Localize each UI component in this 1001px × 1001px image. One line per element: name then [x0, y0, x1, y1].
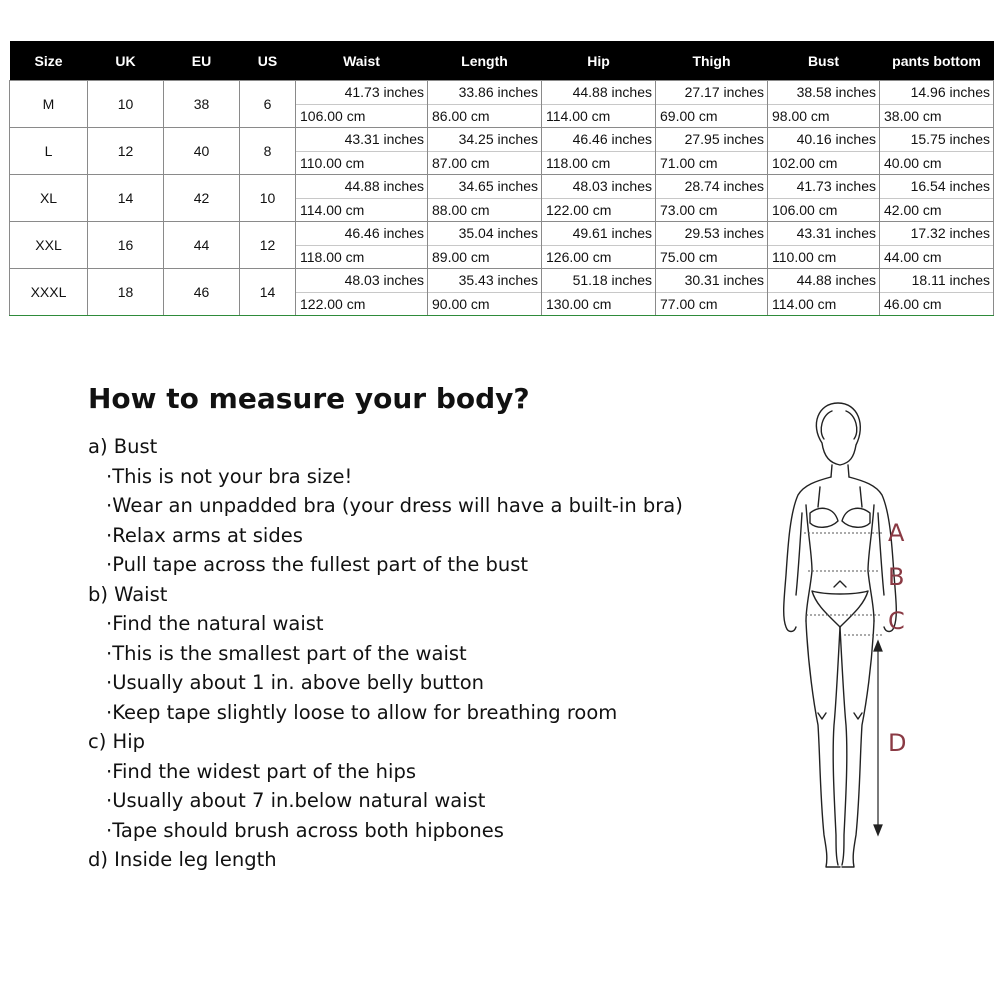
cm-value: 114.00 cm — [546, 108, 611, 124]
cm-value: 98.00 cm — [772, 108, 830, 124]
size-cell: XXL — [10, 222, 88, 269]
inches-value: 15.75 inches — [880, 128, 993, 152]
column-header-length: Length — [428, 41, 542, 81]
inches-value: 48.03 inches — [296, 269, 427, 293]
measurement-cell — [296, 128, 428, 175]
cm-value: 122.00 cm — [546, 202, 612, 218]
inches-value: 18.11 inches — [880, 269, 993, 293]
size-chart-table — [9, 41, 994, 316]
cm-value: 106.00 cm — [772, 202, 838, 218]
column-header-us: US — [240, 41, 296, 81]
cm-value: 75.00 cm — [660, 249, 718, 265]
measurement-cell — [428, 269, 542, 316]
inches-value: 35.43 inches — [428, 269, 541, 293]
cm-value: 69.00 cm — [660, 108, 718, 124]
measurement-cell — [296, 269, 428, 316]
label-d: D — [888, 729, 907, 757]
measurement-cell — [880, 128, 994, 175]
eu-cell: 42 — [164, 175, 240, 222]
measurement-labels — [888, 519, 906, 757]
measurement-cell — [880, 269, 994, 316]
inches-value: 48.03 inches — [542, 175, 655, 199]
inches-value: 38.58 inches — [768, 81, 879, 105]
guide-tip: ·Usually about 7 in.below natural waist — [106, 789, 486, 812]
measurement-cell — [428, 175, 542, 222]
guide-section-heading: b) Waist — [88, 582, 168, 606]
guide-section — [88, 845, 683, 875]
column-header-uk: UK — [88, 41, 164, 81]
guide-tip: ·Tape should brush across both hipbones — [106, 818, 504, 842]
measurement-cell — [880, 175, 994, 222]
measurement-cell — [768, 175, 880, 222]
cm-value: 114.00 cm — [300, 202, 365, 218]
guide-section — [88, 432, 683, 580]
inches-value: 41.73 inches — [296, 81, 427, 105]
uk-cell: 12 — [88, 128, 164, 175]
inches-value: 44.88 inches — [542, 81, 655, 105]
guide-tip: ·This is the smallest part of the waist — [106, 641, 467, 665]
measurement-cell — [296, 81, 428, 128]
column-header-eu: EU — [164, 41, 240, 81]
guide-section — [88, 727, 683, 845]
measurement-cell — [428, 128, 542, 175]
measurement-guide-list — [88, 432, 683, 875]
guide-tip: ·Wear an unpadded bra (your dress will have a built-in bra) — [106, 494, 683, 517]
inches-value: 51.18 inches — [542, 269, 655, 293]
guide-tip: ·This is not your bra size! — [106, 464, 353, 488]
cm-value: 71.00 cm — [660, 155, 718, 171]
guide-tip: ·Usually about 1 in. above belly button — [106, 671, 485, 694]
cm-value: 90.00 cm — [432, 296, 490, 312]
cm-value: 110.00 cm — [772, 249, 837, 265]
guide-section-heading: d) Inside leg length — [88, 848, 277, 871]
uk-cell: 10 — [88, 81, 164, 128]
column-header-size: Size — [10, 41, 88, 81]
measurement-cell — [656, 128, 768, 175]
cm-value: 86.00 cm — [432, 108, 490, 124]
inches-value: 35.04 inches — [428, 222, 541, 246]
cm-value: 87.00 cm — [432, 155, 490, 171]
eu-cell: 38 — [164, 81, 240, 128]
cm-value: 42.00 cm — [884, 202, 942, 218]
measurement-cell — [542, 222, 656, 269]
measurement-cell — [542, 81, 656, 128]
measurement-cell — [768, 128, 880, 175]
inches-value: 46.46 inches — [542, 128, 655, 152]
uk-cell: 18 — [88, 269, 164, 316]
inches-value: 16.54 inches — [880, 175, 993, 199]
eu-cell: 46 — [164, 269, 240, 316]
size-cell: L — [10, 128, 88, 175]
leg-length-arrow — [874, 641, 882, 835]
inches-value: 34.65 inches — [428, 175, 541, 199]
body-outline — [784, 403, 897, 867]
table-row — [10, 175, 994, 222]
measurement-cell — [768, 269, 880, 316]
inches-value: 49.61 inches — [542, 222, 655, 246]
us-cell: 12 — [240, 222, 296, 269]
cm-value: 89.00 cm — [432, 249, 490, 265]
label-b: B — [888, 563, 905, 591]
table-header-row — [10, 41, 994, 81]
cm-value: 88.00 cm — [432, 202, 490, 218]
measurement-cell — [768, 81, 880, 128]
guide-title: How to measure your body? — [88, 382, 530, 415]
size-cell: M — [10, 81, 88, 128]
measurement-cell — [542, 128, 656, 175]
measurement-cell — [542, 269, 656, 316]
table-row — [10, 81, 994, 128]
measurement-cell — [296, 175, 428, 222]
cm-value: 73.00 cm — [660, 202, 718, 218]
cm-value: 114.00 cm — [772, 296, 837, 312]
column-header-thigh: Thigh — [656, 41, 768, 81]
guide-section — [88, 580, 683, 728]
size-table-body — [10, 81, 994, 316]
us-cell: 14 — [240, 269, 296, 316]
column-header-hip: Hip — [542, 41, 656, 81]
guide-tip: ·Keep tape slightly loose to allow for breathing room — [106, 700, 618, 724]
measurement-cell — [542, 175, 656, 222]
guide-section-heading: c) Hip — [88, 730, 145, 753]
column-header-bust: Bust — [768, 41, 880, 81]
table-row — [10, 222, 994, 269]
measurement-cell — [656, 81, 768, 128]
table-row — [10, 128, 994, 175]
us-cell: 10 — [240, 175, 296, 222]
size-cell: XXXL — [10, 269, 88, 316]
column-header-pants-bottom: pants bottom — [880, 41, 994, 81]
cm-value: 102.00 cm — [772, 155, 838, 171]
cm-value: 77.00 cm — [660, 296, 718, 312]
inches-value: 17.32 inches — [880, 222, 993, 246]
cm-value: 38.00 cm — [884, 108, 942, 124]
cm-value: 106.00 cm — [300, 108, 366, 124]
column-header-waist: Waist — [296, 41, 428, 81]
measurement-cell — [656, 269, 768, 316]
inches-value: 30.31 inches — [656, 269, 767, 293]
guide-tip: ·Pull tape across the fullest part of the bust — [106, 553, 529, 576]
measurement-cell — [880, 81, 994, 128]
eu-cell: 40 — [164, 128, 240, 175]
measurement-cell — [656, 175, 768, 222]
cm-value: 122.00 cm — [300, 296, 366, 312]
inches-value: 28.74 inches — [656, 175, 767, 199]
eu-cell: 44 — [164, 222, 240, 269]
us-cell: 6 — [240, 81, 296, 128]
label-c: C — [888, 607, 905, 635]
measurement-cell — [428, 222, 542, 269]
cm-value: 46.00 cm — [884, 296, 942, 312]
uk-cell: 14 — [88, 175, 164, 222]
inches-value: 43.31 inches — [296, 128, 427, 152]
inches-value: 33.86 inches — [428, 81, 541, 105]
us-cell: 8 — [240, 128, 296, 175]
table-row — [10, 269, 994, 316]
body-measurement-figure — [760, 395, 930, 885]
inches-value: 34.25 inches — [428, 128, 541, 152]
cm-value: 118.00 cm — [300, 249, 365, 265]
cm-value: 40.00 cm — [884, 155, 942, 171]
cm-value: 130.00 cm — [546, 296, 612, 312]
inches-value: 40.16 inches — [768, 128, 879, 152]
inches-value: 44.88 inches — [296, 175, 427, 199]
inches-value: 43.31 inches — [768, 222, 879, 246]
inches-value: 29.53 inches — [656, 222, 767, 246]
inches-value: 27.17 inches — [656, 81, 767, 105]
cm-value: 126.00 cm — [546, 249, 612, 265]
guide-tip: ·Find the widest part of the hips — [106, 759, 416, 783]
uk-cell: 16 — [88, 222, 164, 269]
inches-value: 14.96 inches — [880, 81, 993, 105]
measurement-lines — [804, 533, 884, 635]
inches-value: 46.46 inches — [296, 222, 427, 246]
cm-value: 118.00 cm — [546, 155, 611, 171]
inches-value: 41.73 inches — [768, 175, 879, 199]
measurement-cell — [428, 81, 542, 128]
measurement-cell — [768, 222, 880, 269]
measurement-cell — [656, 222, 768, 269]
guide-section-heading: a) Bust — [88, 435, 158, 458]
cm-value: 44.00 cm — [884, 249, 942, 265]
guide-tip: ·Find the natural waist — [106, 612, 324, 635]
label-a: A — [888, 519, 905, 547]
size-cell: XL — [10, 175, 88, 222]
measurement-cell — [296, 222, 428, 269]
measurement-cell — [880, 222, 994, 269]
inches-value: 27.95 inches — [656, 128, 767, 152]
inches-value: 44.88 inches — [768, 269, 879, 293]
cm-value: 110.00 cm — [300, 155, 365, 171]
guide-tip: ·Relax arms at sides — [106, 523, 303, 547]
